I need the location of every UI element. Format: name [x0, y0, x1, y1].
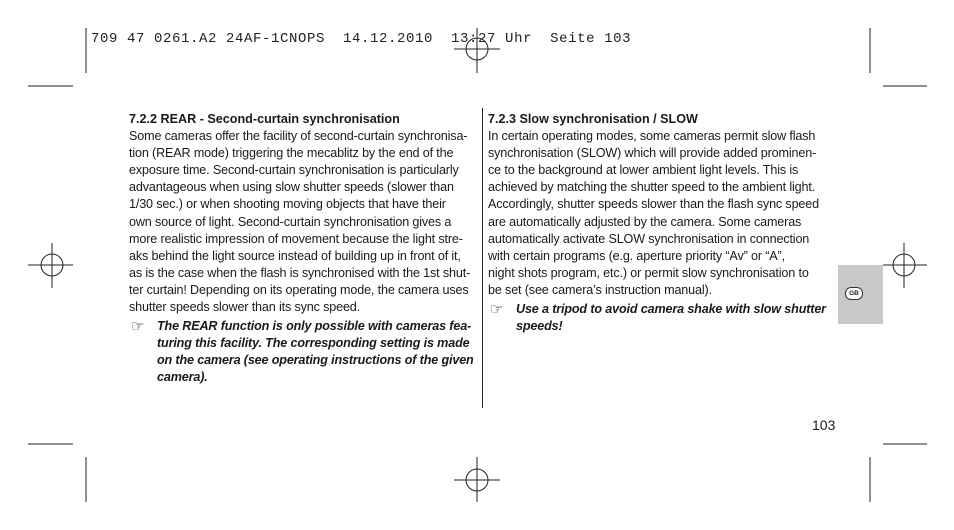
registration-target-right: [883, 243, 927, 288]
body-line: Some cameras offer the facility of second-curtain synchronisa-: [129, 129, 468, 144]
section-title-rear: 7.2.2 REAR - Second-curtain synchronisation: [129, 112, 400, 126]
pointing-hand-icon: ☞: [131, 318, 145, 336]
section-body-rear: [129, 128, 477, 316]
note-line: on the camera (see operating instructions of the given: [157, 353, 474, 368]
body-line: with certain programs (e.g. aperture priority “Av” or “A”,: [488, 248, 785, 263]
note-slow: [488, 301, 832, 335]
body-line: ter curtain! Depending on its operating mode, the camera uses: [129, 282, 469, 297]
section-body-slow: [488, 128, 832, 299]
note-rear: [129, 318, 477, 386]
note-line: turing this facility. The corresponding setting is made: [157, 336, 470, 351]
body-line: automatically activate SLOW synchronisation in connection: [488, 231, 810, 246]
body-line: 1/30 sec.) or when shooting moving objects that have their: [129, 197, 446, 212]
note-line: Use a tripod to avoid camera shake with slow shutter: [516, 302, 826, 317]
column-divider: [482, 108, 483, 408]
note-line: camera).: [157, 370, 208, 385]
body-line: tion (REAR mode) triggering the mecablitz by the end of the: [129, 146, 454, 161]
body-line: In certain operating modes, some cameras permit slow flash: [488, 129, 816, 144]
body-line: as is the case when the flash is synchronised with the 1st shut-: [129, 265, 471, 280]
left-column: [129, 111, 477, 387]
body-line: night shots program, etc.) or permit slow synchronisation to: [488, 265, 809, 280]
print-header-line: 709 47 0261.A2 24AF-1CNOPS 14.12.2010 13:27 Uhr Seite 103: [91, 31, 632, 47]
body-line: own source of light. Second-curtain synchronisation gives a: [129, 214, 452, 229]
pointing-hand-icon: ☞: [490, 301, 504, 319]
language-badge: GB: [845, 287, 863, 300]
note-line: The REAR function is only possible with cameras fea-: [157, 319, 472, 334]
section-title-slow: 7.2.3 Slow synchronisation / SLOW: [488, 112, 698, 126]
body-line: are automatically adjusted by the camera. Some cameras: [488, 214, 802, 229]
note-line: speeds!: [516, 319, 563, 334]
body-line: advantageous when using slow shutter speeds (slower than: [129, 180, 454, 195]
body-line: achieved by matching the shutter speed to the ambient light.: [488, 180, 816, 195]
body-line: shutter speeds slower than its sync speed.: [129, 300, 361, 315]
body-line: ce to the background at lower ambient light levels. This is: [488, 163, 799, 178]
body-line: aks behind the light source instead of building up in front of it,: [129, 248, 461, 263]
body-line: exposure time. Second-curtain synchronisation is particularly: [129, 163, 459, 178]
registration-target-bottom: [454, 457, 500, 502]
body-line: synchronisation (SLOW) which will provide added prominen-: [488, 146, 817, 161]
page-number: 103: [812, 417, 836, 433]
body-line: more realistic impression of movement because the light stre-: [129, 231, 463, 246]
registration-target-left: [28, 243, 73, 288]
right-column: [488, 111, 832, 335]
body-line: Accordingly, shutter speeds slower than the flash sync speed: [488, 197, 819, 212]
body-line: be set (see camera’s instruction manual).: [488, 282, 712, 297]
